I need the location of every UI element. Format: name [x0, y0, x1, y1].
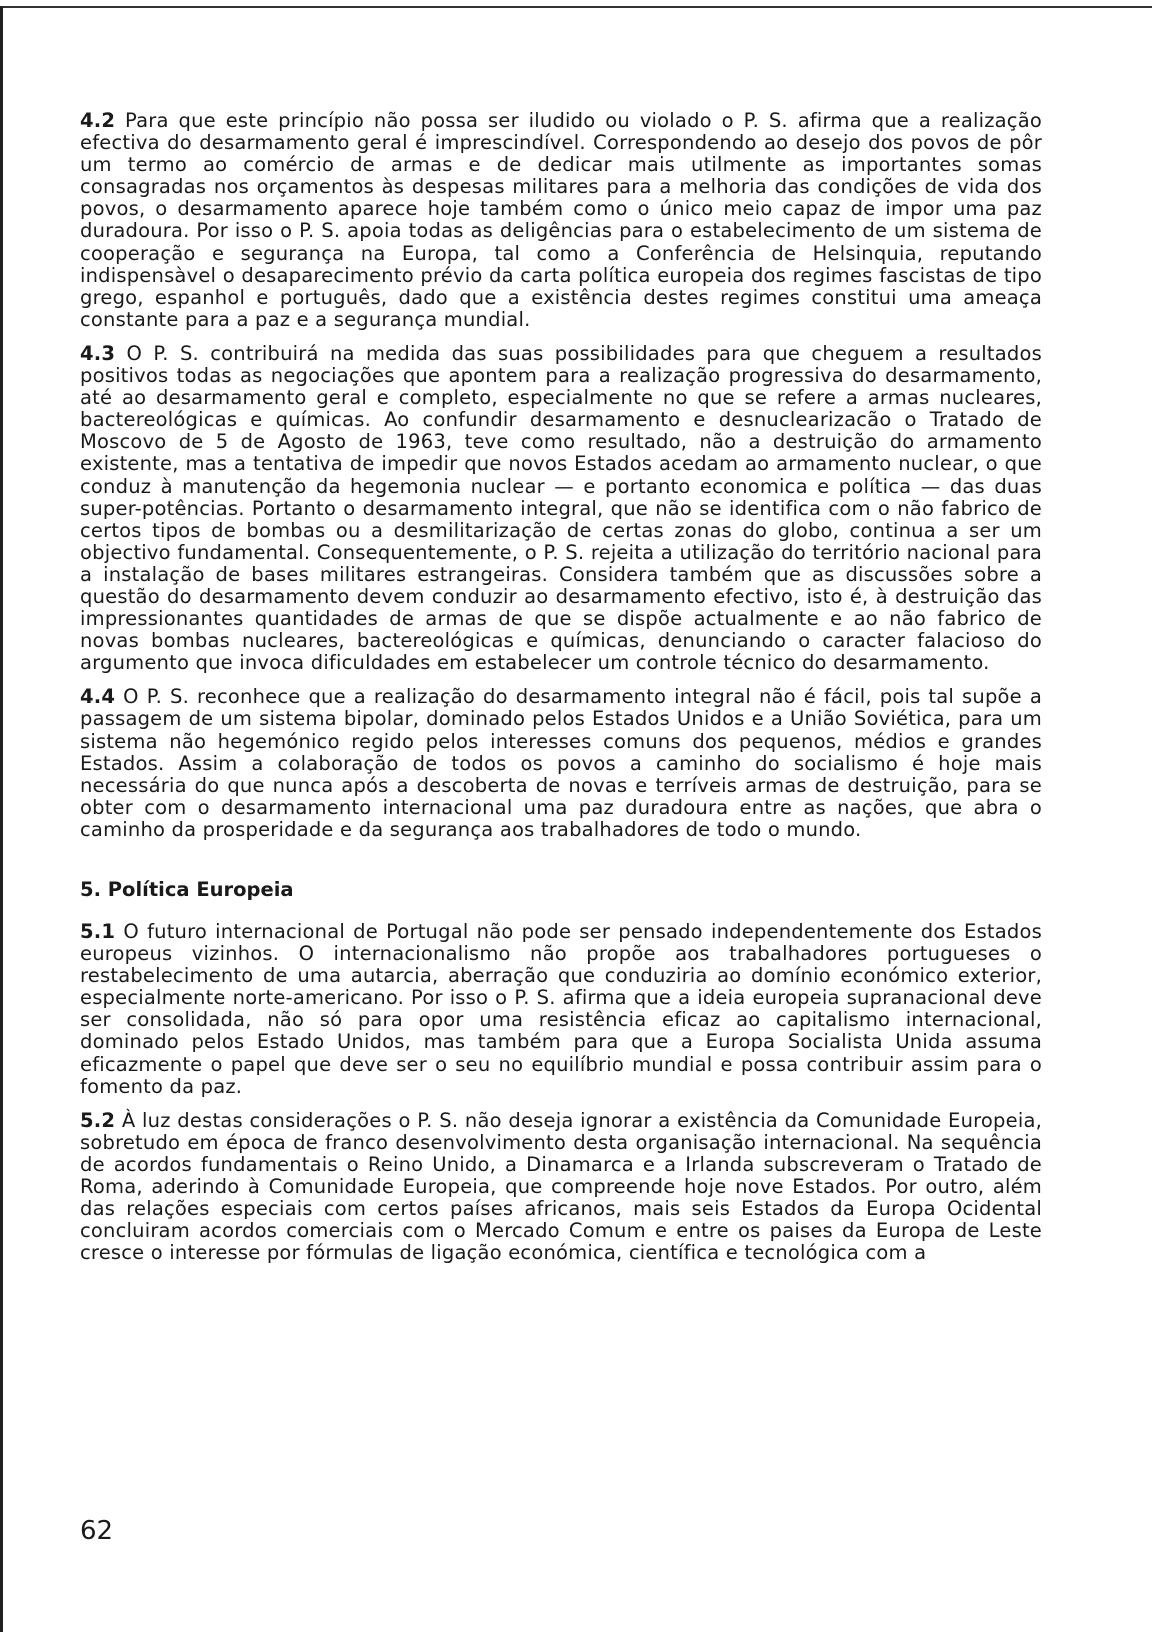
paragraph-number: 5.2 [80, 1108, 116, 1132]
paragraph-text: O P. S. reconhece que a realização do desarmamento integral não é fácil, pois tal supõe a passagem de um sistema bipolar, dominado pelos Estados Unidos e a União Soviética, para um sistema não hegemónico regido pelos interesses comuns dos pequenos, médios e grandes Estados. Assim a colaboração de todos os povos a caminho do socialismo é hoje mais necessária do que nunca após a descoberta de novas e terríveis armas de destruição, para se obter com o desarmamento internacional uma paz duradoura entre as nações, que abra o caminho da prosperidade e da segurança aos trabalhadores de todo o mundo. [80, 685, 1042, 841]
paragraph-text: O P. S. contribuirá na medida das suas possibilidades para que cheguem a resultados positivos todas as negociações que apontem para a realização progressiva do desarmamento, até ao desarmamento geral e completo, especialmente no que se refere a armas nucleares, bactereológicas e químicas. Ao confundir desarmamento e desnuclearizacão o Tratado de Moscovo de 5 de Agosto de 1963, teve como resultado, não a destruição do armamento existente, mas a tentativa de impedir que novos Estados acedam ao armamento nuclear, o que conduz à manutenção da hegemonia nuclear — e portanto economica e política — das duas super-potências. Portanto o desarmamento integral, que não se identifica com o não fabrico de certos tipos de bombas ou a desmilitarização de certas zonas do globo, continua a ser um objectivo fundamental. Consequentemente, o P. S. rejeita a utilização do território nacional para a instalação de bases militares estrangeiras. Considera também que as discussões sobre a questão do desarmamento devem conduzir ao desarmamento efectivo, isto é, à destruição das impressionantes quantidades de armas de que se dispõe actualmente e ao não fabrico de novas bombas nucleares, bactereológicas e químicas, denunciando o caracter falacioso do argumento que invoca dificuldades em estabelecer um controle técnico do desarmamento. [80, 341, 1042, 675]
scan-edge-top [0, 6, 1152, 8]
paragraph-5-1 [80, 921, 1042, 1098]
page-body [80, 110, 1042, 1276]
paragraph-number: 4.3 [80, 341, 116, 365]
paragraph-text: Para que este princípio não possa ser iludido ou violado o P. S. afirma que a realização efectiva do desarmamento geral é imprescindível. Correspondendo ao desejo dos povos de pôr um termo ao comércio de armas e de dedicar mais utilmente as importantes somas consagradas nos orçamentos às despesas militares para a melhoria das condições de vida dos povos, o desarmamento aparece hoje também como o único meio capaz de impor uma paz duradoura. Por isso o P. S. apoia todas as deligências para o estabelecimento de um sistema de cooperação e segurança na Europa, tal como a Conferência de Helsinquia, reputando indispensàvel o desaparecimento prévio da carta política europeia dos regimes fascistas de tipo grego, espanhol e português, dado que a existência destes regimes constitui uma ameaça constante para a paz e a segurança mundial. [80, 109, 1042, 331]
paragraph-5-2 [80, 1110, 1042, 1265]
paragraph-number: 4.4 [80, 685, 116, 709]
page-number: 62 [80, 1516, 114, 1546]
paragraph-number: 5.1 [80, 920, 116, 943]
section-heading: 5. Política Europeia [80, 878, 294, 901]
paragraph-number: 4.2 [80, 109, 116, 132]
paragraph-text: À luz destas considerações o P. S. não deseja ignorar a existência da Comunidade Europeia, sobretudo em época de franco desenvolvimento desta organisação internacional. Na sequência de acordos fundamentais o Reino Unido, a Dinamarca e a Irlanda subscreveram o Tratado de Roma, aderindo à Comunidade Europeia, que compreende hoje nove Estados. Por outro, além das relações especiais com certos países africanos, mais seis Estados da Europa Ocidental concluiram acordos comerciais com o Mercado Comum e entre os paises da Europa de Leste cresce o interesse por fórmulas de ligação económica, científica e tecnológica com a [80, 1108, 1042, 1265]
paragraph-text: O futuro internacional de Portugal não pode ser pensado independentemente dos Estados europeus vizinhos. O internacionalismo não propõe aos trabalhadores portugueses o restabelecimento de uma autarcia, aberração que conduziria ao domínio económico exterior, especialmente norte-americano. Por isso o P. S. afirma que a ideia europeia supranacional deve ser consolidada, não só para opor uma resistência eficaz ao capitalismo internacional, dominado pelos Estado Unidos, mas também para que a Europa Socialista Unida assuma eficazmente o papel que deve ser o seu no equilíbrio mundial e possa contribuir assim para o fomento da paz. [80, 920, 1042, 1098]
paragraph-4-3 [80, 343, 1042, 674]
paragraph-4-2 [80, 110, 1042, 331]
paragraph-4-4 [80, 686, 1042, 841]
scan-edge-left [0, 6, 3, 1632]
